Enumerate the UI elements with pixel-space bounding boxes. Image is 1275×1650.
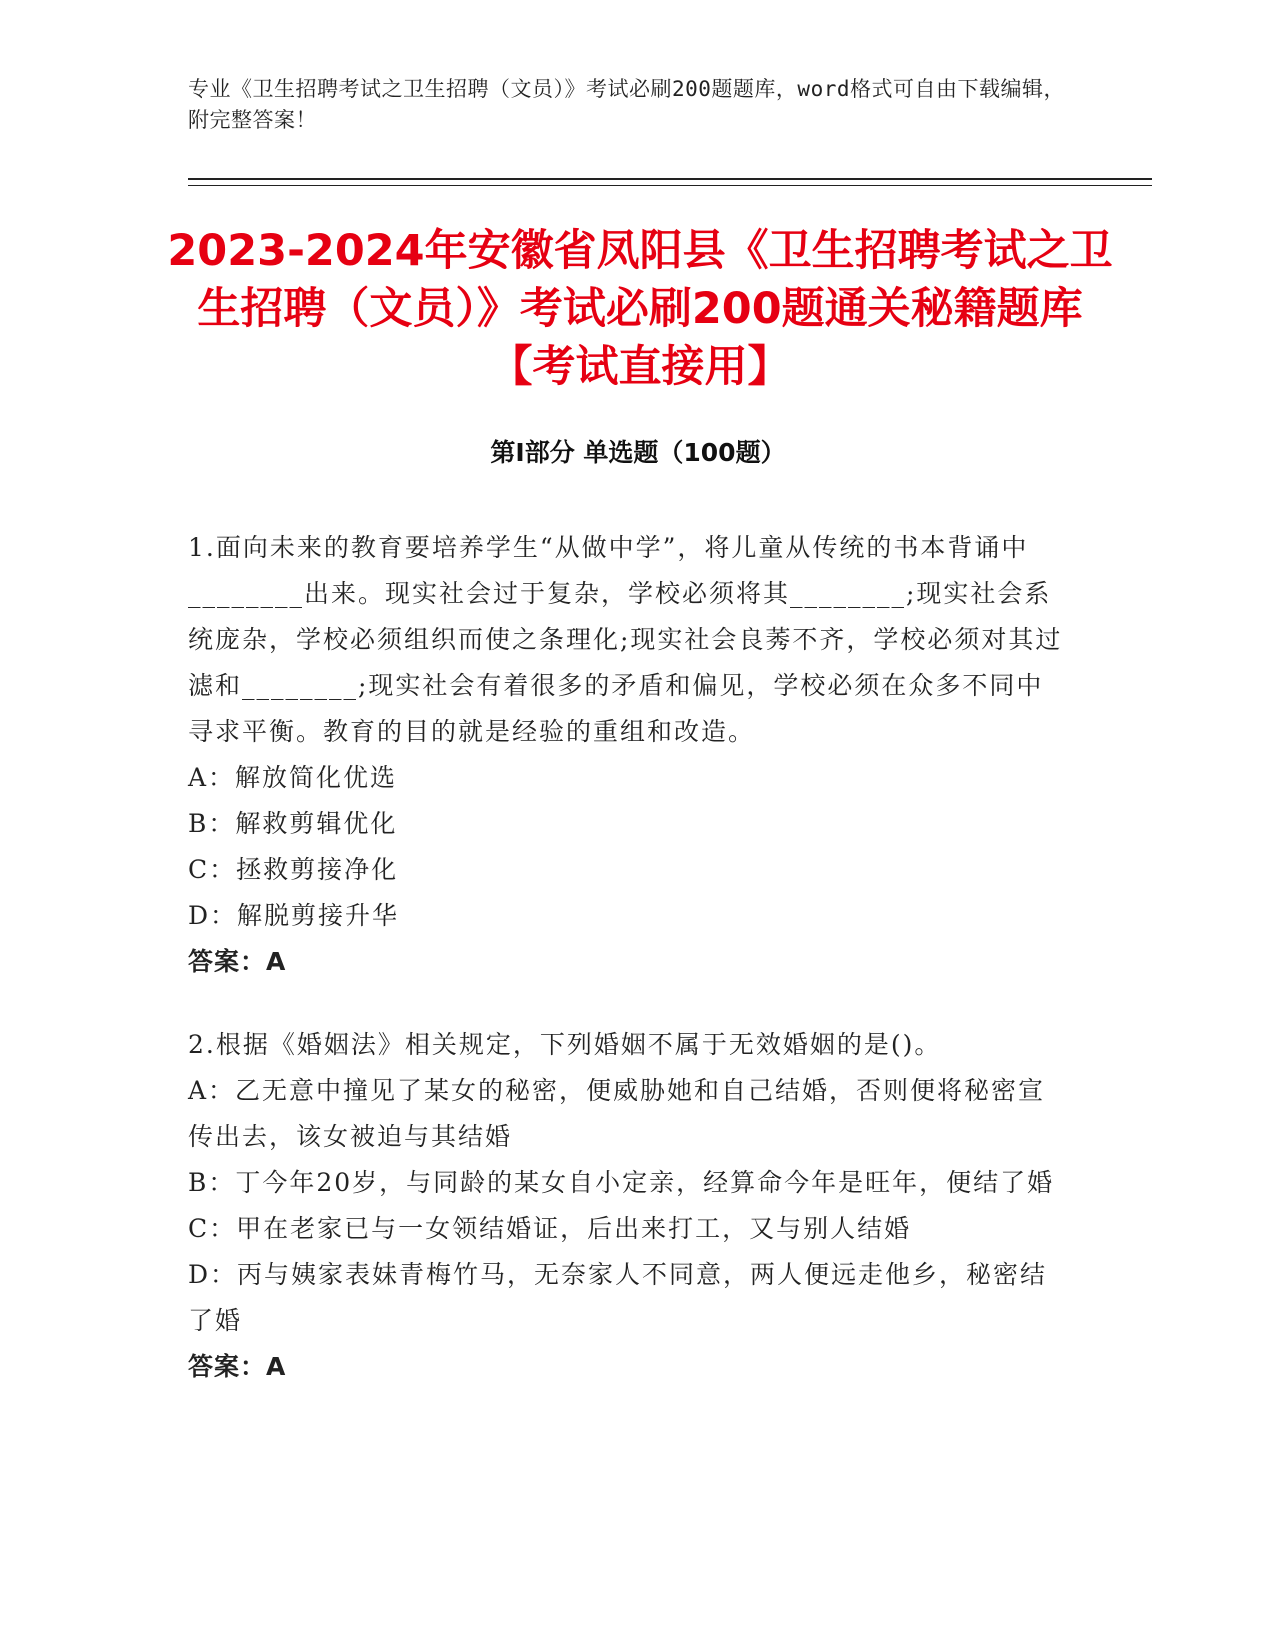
answer-line: 答案：A: [188, 1352, 287, 1381]
option-d: D：解脱剪接升华: [188, 901, 400, 930]
question-block-2: [188, 1022, 1068, 1390]
option-c: C：拯救剪接净化: [188, 855, 399, 884]
option-d: D：丙与姨家表妹青梅竹马，无奈家人不同意，两人便远走他乡，秘密结了婚: [188, 1260, 1048, 1335]
header-divider-thick: [188, 178, 1152, 180]
question-stem: 1.面向未来的教育要培养学生“从做中学”，将儿童从传统的书本背诵中________出来。现实社会过于复杂，学校必须将其________;现实社会系统庞杂，学校必须组织而使之条理化;现实社会良莠不齐，学校必须对其过滤和________;现实社会有着很多的矛盾和偏见，学校必须在众多不同中寻求平衡。教育的目的就是经验的重组和改造。: [188, 533, 1063, 746]
question-block-1: [188, 525, 1068, 985]
header-note: 专业《卫生招聘考试之卫生招聘（文员）》考试必刷200题题库，word格式可自由下载编辑，附完整答案！: [188, 77, 1065, 132]
option-c: C：甲在老家已与一女领结婚证，后出来打工，又与别人结婚: [188, 1214, 912, 1243]
document-title: 2023-2024年安徽省凤阳县《卫生招聘考试之卫生招聘（文员）》考试必刷200题通关秘籍题库【考试直接用】: [167, 226, 1113, 392]
question-stem: 2.根据《婚姻法》相关规定，下列婚姻不属于无效婚姻的是()。: [188, 1030, 942, 1059]
option-b: B：解救剪辑优化: [188, 809, 398, 838]
option-a: A：乙无意中撞见了某女的秘密，便威胁她和自己结婚，否则便将秘密宣传出去，该女被迫与其结婚: [188, 1076, 1046, 1151]
header-divider-thin: [188, 185, 1152, 186]
option-a: A：解放简化优选: [188, 763, 398, 792]
section-heading: 第I部分 单选题（100题）: [490, 438, 786, 467]
answer-line: 答案：A: [188, 947, 287, 976]
option-b: B：丁今年20岁，与同龄的某女自小定亲，经算命今年是旺年，便结了婚: [188, 1168, 1055, 1197]
